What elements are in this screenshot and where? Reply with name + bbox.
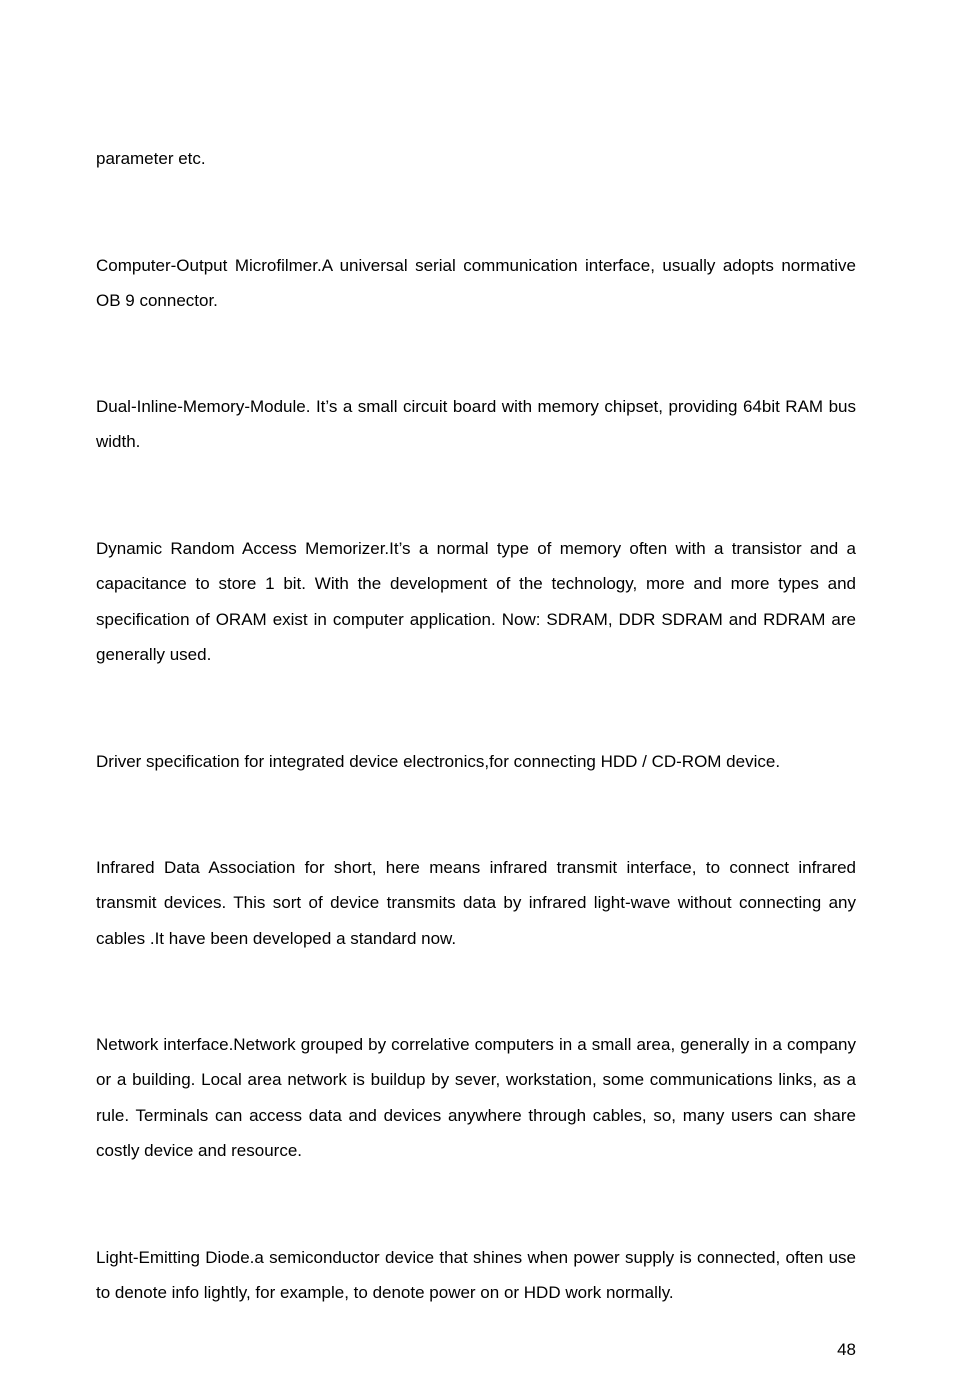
paragraph-com-definition: Computer-Output Microfilmer.A universal serial communication interface, usually adopts normative OB 9 connector.	[96, 256, 856, 311]
paragraph-ide-definition: Driver specification for integrated device electronics,for connecting HDD / CD-ROM device.	[96, 752, 781, 771]
paragraph-dimm-definition: Dual-Inline-Memory-Module. It’s a small circuit board with memory chipset, providing 64bit RAM bus width.	[96, 397, 856, 452]
paragraph-irda-definition: Infrared Data Association for short, here means infrared transmit interface, to connect infrared transmit devices. This sort of device transmits data by infrared light-wave without connecting any cables .It have been developed a standard now.	[96, 858, 856, 948]
paragraph-lan-definition: Network interface.Network grouped by correlative computers in a small area, generally in a company or a building. Local area network is buildup by sever, workstation, some communications links, as a rule. Terminals can access data and devices anywhere through cables, so, many users can share costly device and resource.	[96, 1035, 856, 1161]
paragraph-dram-definition: Dynamic Random Access Memorizer.It’s a normal type of memory often with a transistor and a capacitance to store 1 bit. With the development of the technology, more and more types and specification of ORAM exist in computer application. Now: SDRAM, DDR SDRAM and RDRAM are generally used.	[96, 539, 856, 665]
page-number: 48	[837, 1340, 856, 1359]
paragraph-parameter: parameter etc.	[96, 149, 206, 168]
paragraph-led-definition: Light-Emitting Diode.a semiconductor device that shines when power supply is connected, often use to denote info lightly, for example, to denote power on or HDD work normally.	[96, 1248, 856, 1303]
